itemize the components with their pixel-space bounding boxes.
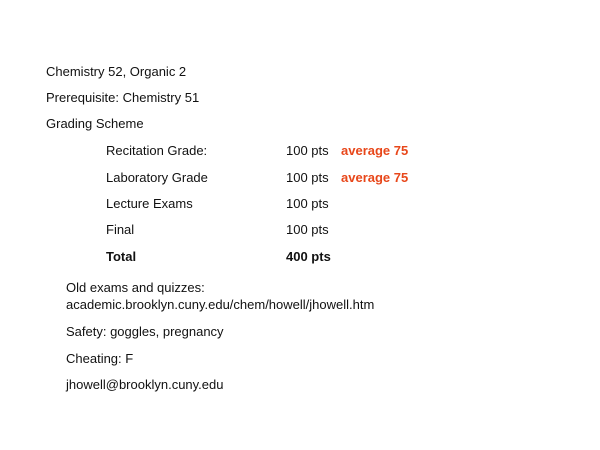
grading-row-points: 100 pts — [286, 196, 329, 211]
grading-row-note: average 75 — [341, 170, 409, 185]
grading-row-label: Recitation Grade: — [106, 143, 208, 158]
cheating-note: Cheating: F — [66, 351, 134, 366]
grading-heading: Grading Scheme — [46, 116, 144, 131]
grading-total-points: 400 pts — [286, 249, 331, 264]
email-link[interactable]: jhowell@brooklyn.cuny.edu — [66, 377, 224, 392]
grading-row-label: Laboratory Grade — [106, 170, 208, 185]
course-title: Chemistry 52, Organic 2 — [46, 64, 187, 79]
grading-row-points: 100 pts — [286, 170, 329, 185]
grading-row-points: 100 pts — [286, 222, 329, 237]
grading-row-label: Lecture Exams — [106, 196, 193, 211]
grading-total-label: Total — [106, 249, 137, 264]
old-exams-link[interactable]: academic.brooklyn.cuny.edu/chem/howell/jhowell.htm — [66, 297, 375, 312]
grading-row-note: average 75 — [341, 143, 409, 158]
prerequisite: Prerequisite: Chemistry 51 — [46, 90, 200, 105]
grading-row-points: 100 pts — [286, 143, 329, 158]
old-exams-label: Old exams and quizzes: — [66, 280, 205, 295]
grading-row-label: Final — [106, 222, 135, 237]
safety-note: Safety: goggles, pregnancy — [66, 324, 224, 339]
